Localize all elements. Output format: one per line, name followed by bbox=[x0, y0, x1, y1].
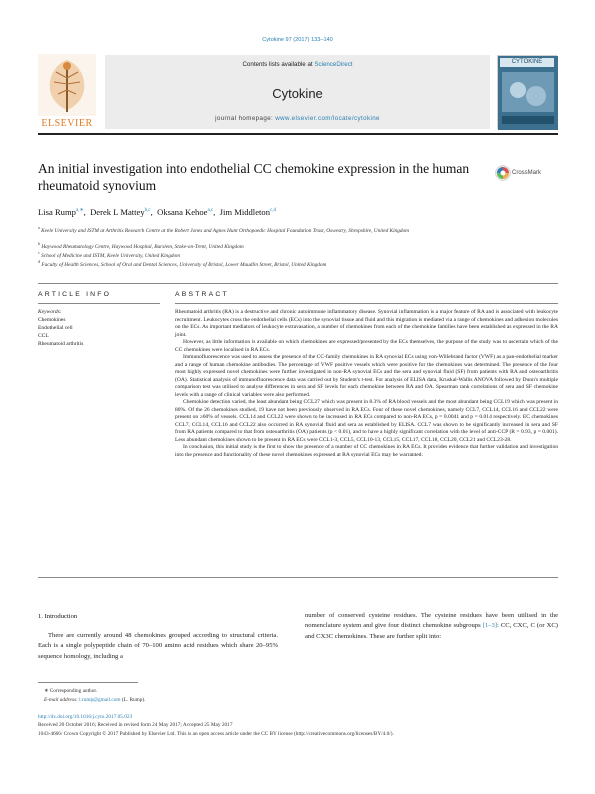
keyword: Rheumatoid arthritis bbox=[38, 341, 84, 347]
affiliation-text: Keele University and ISTM at Arthritis Research Centre at the Robert Jones and Agnes Hunt Orthopaedic Hospital Foundation Trust, Oswestry, Shropshire, United Kingdom bbox=[41, 227, 409, 234]
intro-left-column: There are currently around 48 chemokines grouped according to structural criteria. Each is a single polypeptide chain of 70–100 amino acid residues which share 20–95% sequence homology, including a bbox=[38, 632, 278, 660]
author-affiliation-marker[interactable]: a,∗ bbox=[75, 208, 84, 214]
affiliation-text: Haywood Rheumatology Centre, Haywood Hospital, Burslem, Stoke-on-Trent, United Kingdom bbox=[41, 243, 244, 250]
abstract-rule bbox=[175, 303, 558, 304]
author-list: Lisa Rump$^{a,∗}$, Derek L Mattey$^{b,c}$, Oksana Kehoe$^{a,c}$, Jim Middleton$^{c,d}$ bbox=[38, 207, 276, 217]
author-affiliation-marker[interactable]: a,c bbox=[207, 208, 214, 214]
keywords-label: Keywords: bbox=[38, 309, 62, 315]
email-label: E-mail address: bbox=[44, 697, 80, 703]
doi-text[interactable]: http://dx.doi.org/10.1016/j.cyto.2017.05.023 bbox=[38, 714, 133, 720]
abstract-paragraph: However, as little information is available on which chemokines are expressed/presented by the ECs themselves, the purpose of the study was to ascertain which of the CC chemokines were localised in RA ECs. bbox=[175, 339, 558, 353]
email-link[interactable]: l.rump@gmail.com bbox=[79, 697, 121, 703]
affiliation-marker: a bbox=[38, 225, 40, 230]
affiliation bbox=[38, 259, 558, 268]
sciencedirect-link[interactable]: ScienceDirect bbox=[314, 61, 353, 68]
abstract-bottom-rule bbox=[38, 577, 558, 578]
affiliation bbox=[38, 250, 558, 259]
affiliation-marker: d bbox=[38, 259, 40, 264]
abstract-heading: ABSTRACT bbox=[175, 291, 229, 298]
journal-reference[interactable]: Cytokine 97 (2017) 133–140 bbox=[262, 37, 333, 43]
author-name[interactable]: Lisa Rump bbox=[38, 207, 76, 217]
affiliation bbox=[38, 225, 558, 234]
intro-text: : CC, CXC, C (or XC) and CX3C chemokines. These are further split into: bbox=[305, 622, 558, 640]
license-statement: 1043-4666/ Crown Copyright © 2017 Published by Elsevier Ltd. This is an open access article under the CC BY license (http://creativecommons.org/licenses/BY/4.0/). bbox=[38, 731, 394, 737]
intro-text: number of conserved cysteine residues. The cysteine residues have been utilised in the nomenclature system and give four distinct chemokine subgroups bbox=[305, 612, 558, 630]
contents-prefix: Contents lists available at bbox=[242, 61, 315, 68]
footnote-rule bbox=[38, 682, 138, 683]
article-info-rule bbox=[38, 303, 160, 304]
abstract-paragraph: In conclusion, this initial study is the first to show the presence of a number of CC chemokines in RA ECs. It provides evidence that further validation and investigation into the presence and functionality of these novel chemokines expressed at RA synovial ECs may be warranted. bbox=[175, 444, 558, 458]
author-affiliation-marker[interactable]: c,d bbox=[270, 208, 276, 214]
affiliation-marker: c bbox=[38, 250, 40, 255]
homepage-link[interactable]: www.elsevier.com/locate/cytokine bbox=[275, 115, 380, 122]
email-footnote bbox=[44, 697, 146, 703]
crossmark-icon bbox=[495, 165, 511, 181]
keyword: Chemokines bbox=[38, 317, 66, 323]
citation-link[interactable]: [1–3] bbox=[482, 622, 497, 630]
affiliation-text: School of Medicine and ISTM, Keele University, United Kingdom bbox=[41, 252, 180, 259]
keyword: Endothelial cell bbox=[38, 325, 73, 331]
author-name[interactable]: Derek L Mattey bbox=[90, 207, 145, 217]
author-name[interactable]: Oksana Kehoe bbox=[157, 207, 208, 217]
cover-title: CYTOKINE bbox=[500, 58, 554, 67]
journal-name: Cytokine bbox=[272, 86, 323, 101]
abstract-body bbox=[175, 309, 558, 459]
keyword: CCL bbox=[38, 333, 49, 339]
abstract-paragraph: Immunofluorescence was used to assess the presence of the CC-family chemokines in RA synovial ECs using von-Willebrand factor (VWF) as a pan-endothelial marker and a range of human chemokine antibodies. The percentage of VWF positive vessels which were positive for the chemokines was determined. The presence of the four most highly expressed novel chemokines were further investigated in non-RA synovial ECs and the sera and synovial fluid (SF) from patients with RA and osteoarthritis (OA). Statistical analysis of immunofluorescence data was carried out by Student's t-test. For analysis of ELISA data, Kruskal-Wallis ANOVA followed by Dunn's multiple comparison test was utilised to analyse differences in sera and SF levels for each chemokine between RA and OA. Spearman rank correlations of sera and SF chemokine levels with a range of clinical variables were also performed. bbox=[175, 354, 558, 398]
abstract-paragraph: Chemokine detection varied, the least abundant being CCL27 which was present in 8.3% of RA blood vessels and the most abundant being CCL19 which was present in 80%. Of the 26 chemokines studied, 19 have not been previously observed in RA ECs. Four of these novel chemokines, namely CCL7, CCL14, CCL16 and CCL22 were present on ≥60% of vessels. CCL14 and CCL22 were shown to be increased in RA ECs compared to non-RA ECs, p = 0.0041 and p = 0.014 respectively. EC chemokines CCL7, CCL14, CCL16 and CCL22 also occurred in RA synovial fluid and sera as established by ELISA. CCL7 was shown to be significantly increased in sera and SF from RA patients compared to that from osteoarthritis (OA) patients (p < 0.01), and to have a highly significant correlation with the level of anti-CCP (R = 0.93, p = 0.001). Less abundant chemokines shown to be present in RA ECs were CCL1-3, CCL5, CCL10-13, CCL15, CCL17, CCL18, CCL20, CCL21 and CCL23-28. bbox=[175, 399, 558, 443]
abstract-paragraph: Rheumatoid arthritis (RA) is a destructive and chronic autoimmune inflammatory disease. Synovial inflammation is a major feature of RA and is associated with leukocyte recruitment. Leukocytes cross the endothelial cells (ECs) into the synovial tissue and fluid and this migration is mediated via a range of chemokines and adhesion molecules on the ECs. As important mediators of leukocyte extravasation, a number of chemokines from each of the chemokine families have been established as expressed in the RA joint. bbox=[175, 309, 558, 338]
journal-homepage bbox=[105, 115, 490, 122]
article-info-heading: ARTICLE INFO bbox=[38, 291, 112, 298]
header-rule bbox=[38, 133, 558, 135]
corresponding-author-note: ∗ Corresponding author. bbox=[44, 688, 98, 694]
affiliation-marker: b bbox=[38, 241, 40, 246]
contents-line bbox=[105, 61, 490, 68]
affiliation bbox=[38, 241, 558, 250]
homepage-prefix: journal homepage: bbox=[215, 115, 276, 122]
introduction-heading: 1. Introduction bbox=[38, 613, 78, 620]
section-rule bbox=[38, 283, 558, 284]
author-name[interactable]: Jim Middleton bbox=[219, 207, 270, 217]
doi-link[interactable] bbox=[38, 714, 132, 720]
received-dates: Received 20 October 2016; Received in revised form 24 May 2017; Accepted 25 May 2017 bbox=[38, 722, 233, 728]
email-suffix: (L. Rump). bbox=[120, 697, 146, 703]
intro-right-column bbox=[305, 611, 558, 642]
publisher-name: ELSEVIER bbox=[41, 118, 93, 129]
affiliation-text: Faculty of Health Sciences, School of Oral and Dental Sciences, University of Bristol, Lower Maudlin Street, Bristol, United Kingdom bbox=[41, 261, 327, 268]
elsevier-logo bbox=[38, 54, 96, 128]
author-affiliation-marker[interactable]: b,c bbox=[144, 208, 151, 214]
crossmark-label: CrossMark bbox=[512, 170, 542, 176]
article-title: An initial investigation into endothelial CC chemokine expression in the human rheumatoid synovium bbox=[38, 161, 470, 193]
